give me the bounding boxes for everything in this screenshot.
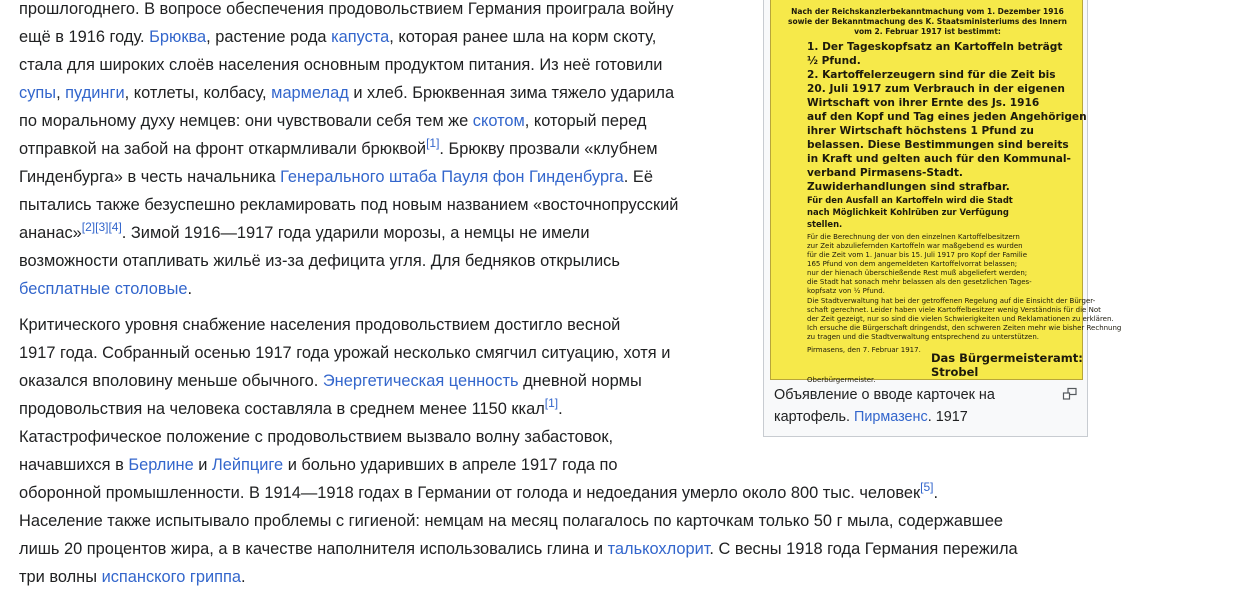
text-line xyxy=(19,275,678,303)
poster-text-line: Zuwiderhandlungen sind strafbar. xyxy=(807,181,1010,193)
text-run: , который перед xyxy=(524,112,647,130)
text-run: отправкой на забой на фронт откармливали брюквой xyxy=(19,140,427,158)
wiki-link[interactable]: Брюква xyxy=(149,28,207,46)
poster-text-line: stellen. xyxy=(807,219,843,229)
text-line xyxy=(19,191,678,219)
text-line xyxy=(19,23,678,51)
text-run: оказался вполовину меньше обычного. xyxy=(19,372,323,390)
poster-text-line: auf den Kopf und Tag eines jeden Angehörigen xyxy=(807,111,1087,123)
reference-link[interactable] xyxy=(426,136,439,150)
text-line xyxy=(19,51,678,79)
wiki-link[interactable]: Генерального штаба Пауля фон Гинденбурга xyxy=(280,168,624,186)
text-run: Критического уровня снабжение населения продовольствием достигло весной xyxy=(19,316,621,334)
text-run: Катастрофическое положение с продовольствием вызвало волну забастовок, xyxy=(19,428,614,446)
text-run: . xyxy=(241,568,246,586)
reference-link[interactable] xyxy=(82,220,95,234)
text-line xyxy=(19,507,1018,535)
text-run: . С весны 1918 года Германия пережила xyxy=(709,540,1018,558)
poster-text-line: Oberbürgermeister. xyxy=(807,376,876,384)
paragraph-food-crisis xyxy=(19,0,678,303)
wiki-link[interactable]: скотом xyxy=(472,112,525,130)
poster-text-line: Das Bürgermeisteramt: xyxy=(931,351,1083,365)
poster-text-line: Ich ersuche die Bürgerschaft dringendst, den schweren Zeiten mehr wie bisher Rechnung xyxy=(807,324,1122,332)
wiki-link[interactable]: талькохлорит xyxy=(607,540,710,558)
poster-text-line: 20. Juli 1917 zum Verbrauch in der eigenen xyxy=(807,83,1065,95)
text-run: ещё в 1916 году. xyxy=(19,28,150,46)
caption-text: Объявление о вводе карточек на xyxy=(774,387,995,403)
potato-ration-poster-image[interactable] xyxy=(770,0,1122,384)
reference-anchor[interactable]: [3] xyxy=(95,220,109,234)
text-line xyxy=(19,479,1018,507)
text-line xyxy=(19,247,678,275)
text-line xyxy=(19,219,678,247)
text-run: . Зимой 1916—1917 года ударили морозы, а немцы не имели xyxy=(121,224,590,242)
poster-text-line: in Kraft und gelten auch für den Kommunal- xyxy=(807,153,1071,165)
poster-text-line: ihrer Wirtschaft höchstens 1 Pfund zu xyxy=(807,125,1034,137)
text-run: . xyxy=(933,484,939,502)
text-line xyxy=(19,0,678,23)
reference-link[interactable] xyxy=(920,480,933,494)
text-run: оборонной промышленности. В 1914—1918 годах в Германии от голода и недоедания умерло около 800 тыс. человек xyxy=(19,484,921,502)
poster-text-line: belassen. Diese Bestimmungen sind bereits xyxy=(807,139,1069,151)
text-run: стала для широких слоёв населения основным продуктом питания. Из неё готовили xyxy=(19,56,663,74)
poster-text-line: zu tragen und die Stadtverwaltung entsprechend zu unterstützen. xyxy=(807,333,1040,341)
text-run: лишь 20 процентов жира, а в качестве наполнителя использовались глина и xyxy=(19,540,608,558)
poster-text-line: Wirtschaft von ihrer Ernte des Js. 1916 xyxy=(807,97,1040,109)
caption-link[interactable]: Пирмазенс xyxy=(854,409,928,425)
poster-text-line: nach Möglichkeit Kohlrüben zur Verfügung xyxy=(807,207,1009,217)
wiki-link[interactable]: испанского гриппа xyxy=(101,568,242,586)
text-run: . xyxy=(558,400,563,418)
caption-text: . 1917 xyxy=(927,409,968,425)
poster-text-line: Für die Berechnung der von den einzelnen Kartoffelbesitzern xyxy=(807,233,1020,241)
poster-text-line: schaft gerechnet. Leider haben viele Kartoffelbesitzer wenig Verständnis für die Not xyxy=(807,306,1101,314)
text-run: и больно ударивших в апреле 1917 года по xyxy=(283,456,618,474)
text-run: ананас» xyxy=(19,224,82,242)
text-run: . Её xyxy=(623,168,653,186)
wiki-link[interactable]: супы xyxy=(19,84,57,102)
reference-anchor[interactable]: [1] xyxy=(544,396,559,410)
text-line xyxy=(19,163,678,191)
caption-text: картофель. xyxy=(774,409,854,425)
wiki-link[interactable]: бесплатные столовые xyxy=(19,280,188,298)
text-run: , котлеты, колбасу, xyxy=(124,84,272,102)
reference-anchor[interactable]: [1] xyxy=(426,136,440,150)
text-line xyxy=(19,563,1018,591)
wiki-link[interactable]: Лейпциге xyxy=(211,456,284,474)
poster-text-line: Strobel xyxy=(931,365,979,379)
wiki-link[interactable]: Энергетическая ценность xyxy=(322,372,519,390)
reference-link[interactable] xyxy=(108,220,121,234)
text-run: . Брюкву прозвали «клубнем xyxy=(439,140,658,158)
text-run: дневной нормы xyxy=(518,372,642,390)
text-run: , которая ранее шла на корм скоту, xyxy=(389,28,657,46)
text-run: , растение рода xyxy=(206,28,332,46)
reference-anchor[interactable]: [2] xyxy=(81,220,96,234)
text-run: начавшихся в xyxy=(19,456,129,474)
poster-text-line: 1. Der Tageskopfsatz an Kartoffeln beträgt xyxy=(807,41,1063,53)
wiki-link[interactable]: капуста xyxy=(331,28,390,46)
poster-text-line: die Stadt hat sonach mehr belassen als den gesetzlichen Tages- xyxy=(807,278,1032,286)
wiki-link[interactable]: пудинги xyxy=(65,84,125,102)
reference-anchor[interactable]: [4] xyxy=(108,220,122,234)
text-run: по моральному духу немцев: они чувствовали себя тем же xyxy=(19,112,473,130)
text-run: . xyxy=(187,280,193,298)
text-line xyxy=(19,135,678,163)
poster-text-line: Für den Ausfall an Kartoffeln wird die Stadt xyxy=(807,195,1013,205)
poster-text-line: vom 2. Februar 1917 ist bestimmt: xyxy=(854,27,1001,36)
text-line xyxy=(19,107,678,135)
text-run: , xyxy=(56,84,66,102)
text-run: пытались также безуспешно рекламировать под новым названием «восточнопрусский xyxy=(19,196,679,214)
text-run: Население также испытывало проблемы с гигиеной: немцам на месяц полагалось по карточкам только 50 г мыла, содержавшее xyxy=(19,512,1004,530)
poster-text-line: nur der hienach überschießende Rest muß abgeliefert werden; xyxy=(807,269,1028,277)
reference-link[interactable] xyxy=(545,396,558,410)
figure-caption xyxy=(774,384,1074,428)
wiki-link[interactable]: мармелад xyxy=(271,84,349,102)
text-line xyxy=(19,451,1018,479)
text-run: Гинденбурга» в честь начальника xyxy=(19,168,281,186)
poster-text-line: der Zeit gezeigt, nur so sind die vielen Schwierigkeiten und Reklamationen zu erklären. xyxy=(807,315,1114,323)
text-run: и xyxy=(193,456,212,474)
text-run: продовольствия на человека составляла в среднем менее 1150 ккал xyxy=(19,400,545,418)
wiki-link[interactable]: Берлине xyxy=(128,456,194,474)
poster-text-line: 165 Pfund von dem angemeldeten Kartoffelvorrat belassen; xyxy=(807,260,1018,268)
poster-text-line: Die Stadtverwaltung hat bei der getroffenen Regelung auf die Einsicht der Bürger- xyxy=(807,297,1096,305)
reference-anchor[interactable]: [5] xyxy=(920,480,934,494)
text-run: прошлогоднего. В вопросе обеспечения продовольствием Германия проиграла войну xyxy=(19,0,674,18)
poster-text-line: für die Zeit vom 1. Januar bis 15. Juli 1917 pro Kopf der Familie xyxy=(807,251,1028,259)
poster-text-line: ½ Pfund. xyxy=(807,55,861,67)
text-line xyxy=(19,79,678,107)
text-run: три волны xyxy=(19,568,102,586)
magnify-clip-icon[interactable] xyxy=(1063,386,1077,398)
poster-text-line: Nach der Reichskanzlerbekanntmachung vom 1. Dezember 1916 xyxy=(791,7,1064,16)
poster-text-line: zur Zeit abzuliefernden Kartoffeln war maßgebend es wurden xyxy=(807,242,1023,250)
poster-text-line: sowie der Bekanntmachung des K. Staatsministeriums des Innern xyxy=(787,17,1068,26)
text-run: возможности отапливать жильё из-за дефицита угля. Для бедняков открылись xyxy=(19,252,620,270)
text-run: и хлеб. Брюквенная зима тяжело ударила xyxy=(348,84,675,102)
poster-text-line: 2. Kartoffelerzeugern sind für die Zeit bis xyxy=(807,69,1056,81)
poster-text-line: kopfsatz von ½ Pfund. xyxy=(807,287,885,295)
poster-text-line: Pirmasens, den 7. Februar 1917. xyxy=(807,346,921,354)
poster-text-line: verband Pirmasens-Stadt. xyxy=(807,167,963,179)
reference-link[interactable] xyxy=(95,220,108,234)
text-run: 1917 года. Собранный осенью 1917 года урожай несколько смягчил ситуацию, хотя и xyxy=(19,344,671,362)
text-line xyxy=(19,535,1018,563)
